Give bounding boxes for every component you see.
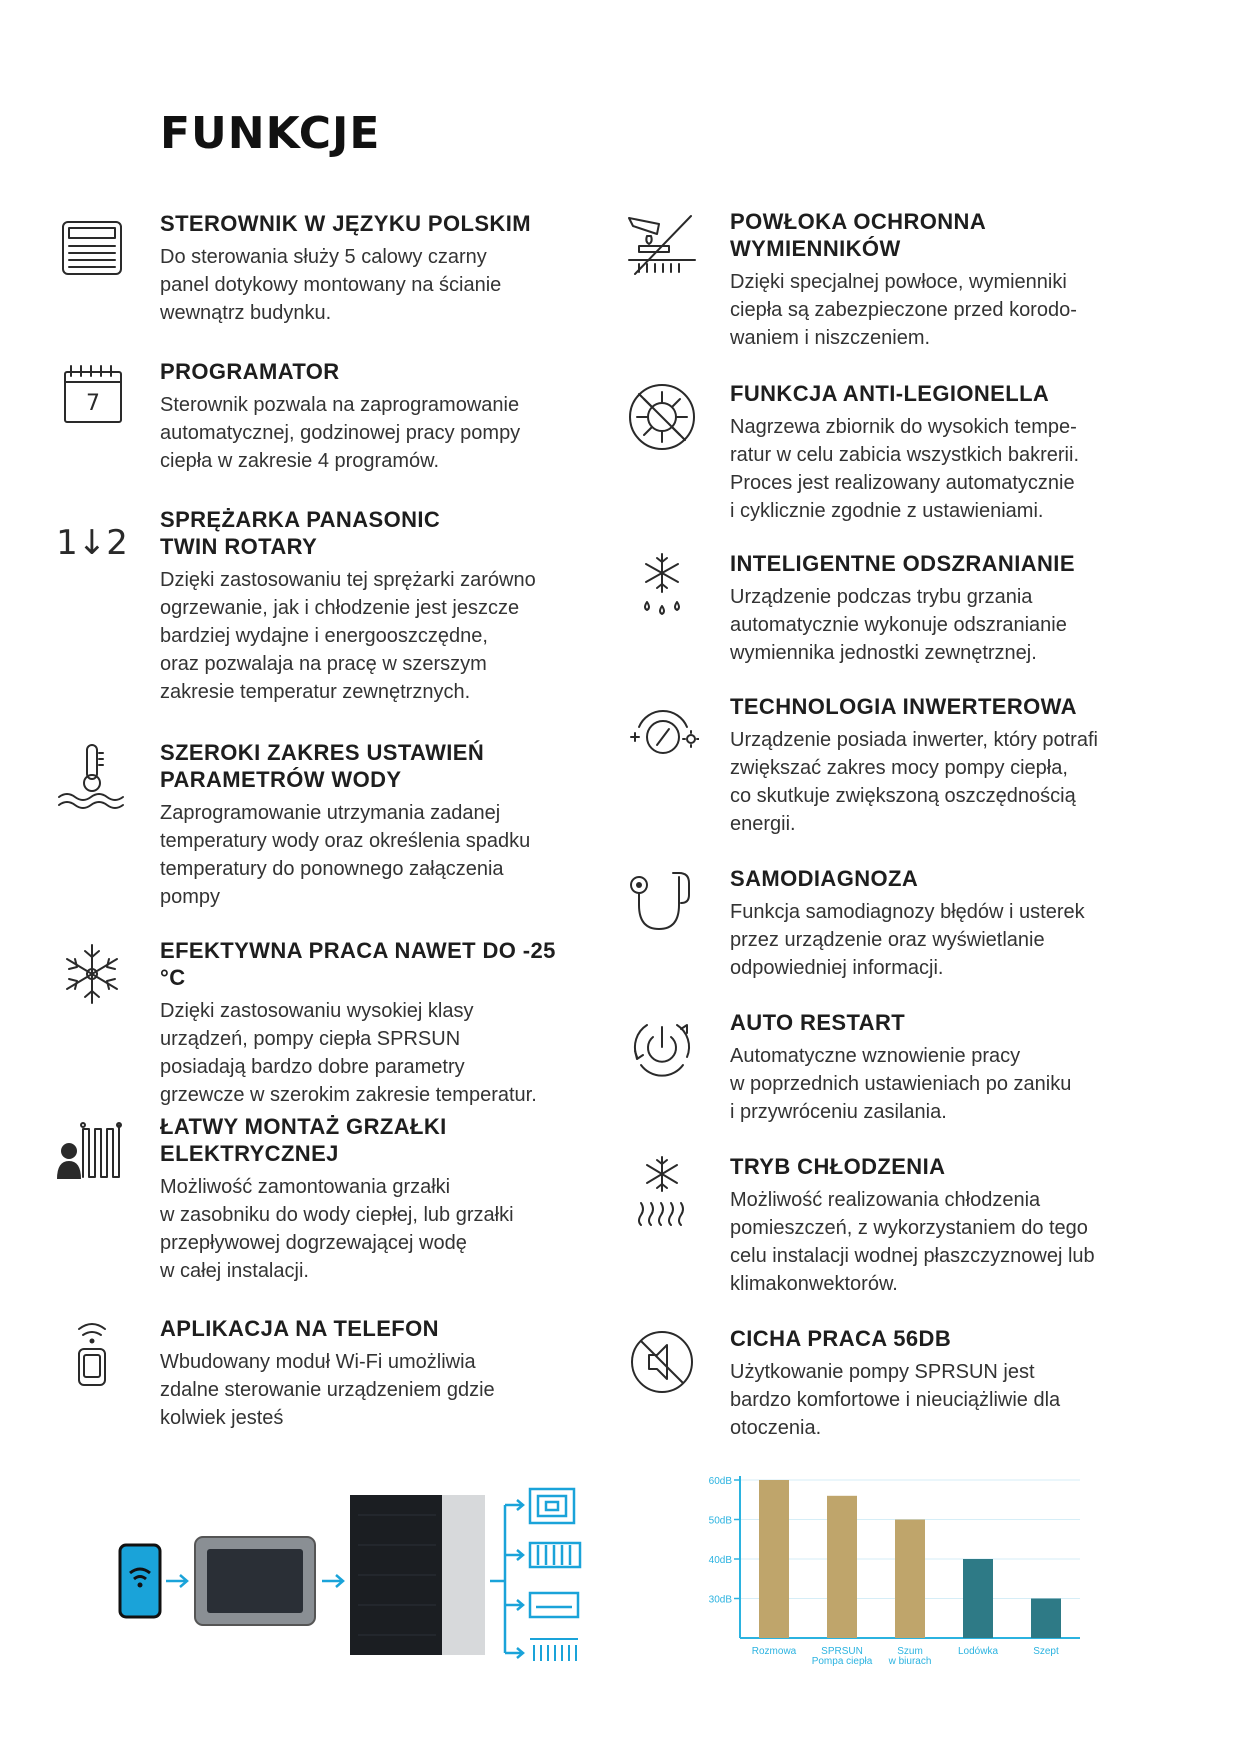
bar — [827, 1496, 857, 1638]
feature-description: Nagrzewa zbiornik do wysokich tempe- ratur w celu zabicia wszystkich bakrerii. Proces jest realizowany automatycznie i cyklicznie zgodnie z ustawieniami. — [730, 416, 1079, 522]
feature-description: Dzięki zastosowaniu wysokiej klasy urządzeń, pompy ciepła SPRSUN posiadają bardzo dobre parametry grzewcze w szerokim zakresie temperatur. — [160, 1000, 537, 1106]
x-tick-label: Pompa ciepła — [811, 1656, 873, 1667]
x-tick-label: w biurach — [888, 1656, 932, 1667]
feature-low-temperature — [55, 937, 585, 1113]
calendar-icon-number: 7 — [86, 391, 100, 416]
feature-description: Automatyczne wznowienie pracy w poprzednich ustawieniach po zaniku i przywróceniu zasilania. — [730, 1045, 1072, 1123]
anti-bacteria-icon — [625, 380, 705, 460]
feature-description: Dzięki specjalnej powłoce, wymienniki ciepła są zabezpieczone przed korodo- waniem i niszczeniem. — [730, 271, 1077, 349]
feature-title: INTELIGENTNE ODSZRANIANIE — [730, 551, 1075, 576]
right-feature-column — [625, 208, 1185, 1445]
feature-anti-legionella — [625, 380, 1185, 550]
feature-controller — [55, 210, 585, 358]
compressor-icon — [55, 506, 135, 586]
floor-heating-icon — [530, 1489, 574, 1523]
feature-title: SPRĘŻARKA PANASONIC TWIN ROTARY — [160, 507, 441, 559]
feature-auto-restart — [625, 1009, 1185, 1153]
cooling-mode-icon — [625, 1153, 705, 1233]
inverter-dial-icon — [625, 693, 705, 773]
x-tick-label: Szept — [1033, 1646, 1059, 1657]
feature-self-diagnosis — [625, 865, 1185, 1009]
page-title: FUNKCJE — [160, 108, 381, 159]
x-tick-label: Rozmowa — [751, 1646, 797, 1657]
x-tick-label: Szum — [897, 1646, 923, 1657]
smartphone-image — [120, 1545, 160, 1617]
arrow-icon — [166, 1575, 187, 1587]
feature-title: POWŁOKA OCHRONNA WYMIENNIKÓW — [730, 209, 987, 261]
feature-title: TECHNOLOGIA INWERTEROWA — [730, 694, 1077, 719]
distribution-arrows — [490, 1500, 523, 1658]
heater-installation-icon — [55, 1113, 135, 1193]
noise-level-chart — [690, 1470, 1110, 1685]
feature-compressor — [55, 506, 585, 739]
feature-description: Sterownik pozwala na zaprogramowanie automatycznej, godzinowej pracy pompy ciepła w zakresie 4 programów. — [160, 394, 521, 472]
feature-title: CICHA PRACA 56DB — [730, 1326, 952, 1351]
feature-title: SAMODIAGNOZA — [730, 866, 919, 891]
shower-icon — [530, 1639, 578, 1661]
feature-title: ŁATWY MONTAŻ GRZAŁKI ELEKTRYCZNEJ — [160, 1114, 447, 1166]
y-tick-label: 50dB — [708, 1515, 732, 1527]
restart-icon — [625, 1009, 705, 1089]
arrow-icon — [322, 1575, 343, 1587]
left-feature-column — [55, 210, 585, 1435]
feature-description: Funkcja samodiagnozy błędów i usterek przez urządzenie oraz wyświetlanie odpowiedniej informacji. — [730, 901, 1085, 979]
feature-title: EFEKTYWNA PRACA NAWET DO -25 °C — [160, 938, 556, 990]
bar — [759, 1480, 789, 1638]
y-tick-label: 60dB — [708, 1476, 732, 1487]
feature-title: SZEROKI ZAKRES USTAWIEŃ PARAMETRÓW WODY — [160, 740, 485, 792]
calendar-icon — [55, 358, 135, 438]
stethoscope-icon — [625, 865, 705, 945]
feature-protective-coating — [625, 208, 1185, 380]
feature-description: Możliwość realizowania chłodzenia pomieszczeń, z wykorzystaniem do tego celu instalacji wodnej płaszczyznowej lub klimakonwektorów. — [730, 1189, 1095, 1295]
x-tick-label: Lodówka — [957, 1646, 999, 1657]
silent-icon — [625, 1325, 705, 1405]
feature-cooling-mode — [625, 1153, 1185, 1325]
bar — [895, 1520, 925, 1639]
feature-water-parameters — [55, 739, 585, 937]
feature-defrost — [625, 550, 1185, 693]
feature-programmer — [55, 358, 585, 506]
radiator-icon — [530, 1543, 580, 1567]
thermometer-water-icon — [55, 739, 135, 819]
feature-description: Wbudowany moduł Wi-Fi umożliwia zdalne sterowanie urządzeniem gdzie kolwiek jesteś — [160, 1351, 495, 1429]
x-tick-label: SPRSUN — [821, 1646, 863, 1657]
feature-description: Do sterowania służy 5 calowy czarny panel dotykowy montowany na ścianie wewnątrz budynku. — [160, 246, 502, 324]
feature-title: PROGRAMATOR — [160, 359, 340, 384]
y-tick-label: 30dB — [708, 1594, 732, 1606]
feature-silent-operation — [625, 1325, 1185, 1445]
y-tick-label: 40dB — [708, 1555, 732, 1566]
feature-title: TRYB CHŁODZENIA — [730, 1154, 946, 1179]
protective-coating-icon — [625, 208, 705, 288]
defrost-icon — [625, 550, 705, 630]
feature-description: Urządzenie podczas trybu grzania automatycznie wykonuje odszranianie wymiennika jednostki zewnętrznej. — [730, 586, 1067, 664]
compressor-icon-label: 1↓2 — [56, 523, 128, 563]
feature-title: FUNKCJA ANTI-LEGIONELLA — [730, 381, 1050, 406]
bar — [963, 1559, 993, 1638]
feature-description: Możliwość zamontowania grzałki w zasobniku do wody ciepłej, lub grzałki przepływowej dogrzewającej wodę w całej instalacji. — [160, 1176, 514, 1282]
feature-description: Dzięki zastosowaniu tej sprężarki zarówno ogrzewanie, jak i chłodzenie jest jeszcze bardziej wydajne i energooszczędne, oraz pozwalaja na pracę w szerszym zakresie temperatur zewnętrznych. — [160, 569, 536, 703]
feature-phone-app — [55, 1315, 585, 1435]
feature-title: AUTO RESTART — [730, 1010, 906, 1035]
wifi-phone-icon — [55, 1315, 135, 1395]
system-diagram — [110, 1475, 590, 1675]
feature-description: Urządzenie posiada inwerter, który potrafi zwiększać zakres mocy pompy ciepła, co skutkuje zwiększoną oszczędnością energii. — [730, 729, 1098, 835]
feature-title: APLIKACJA NA TELEFON — [160, 1316, 439, 1341]
controller-image — [195, 1537, 315, 1625]
bar — [1031, 1599, 1061, 1639]
heat-pump-image — [350, 1495, 485, 1655]
snowflake-icon — [55, 937, 135, 1017]
feature-description: Użytkowanie pompy SPRSUN jest bardzo komfortowe i nieuciążliwie dla otoczenia. — [730, 1361, 1061, 1439]
feature-electric-heater — [55, 1113, 585, 1315]
feature-inverter — [625, 693, 1185, 865]
feature-title: STEROWNIK W JĘZYKU POLSKIM — [160, 211, 531, 236]
control-panel-icon — [55, 210, 135, 290]
fan-coil-icon — [530, 1593, 578, 1617]
feature-description: Zaprogramowanie utrzymania zadanej temperatury wody oraz określenia spadku temperatury do ponownego załączenia pompy — [160, 802, 531, 908]
